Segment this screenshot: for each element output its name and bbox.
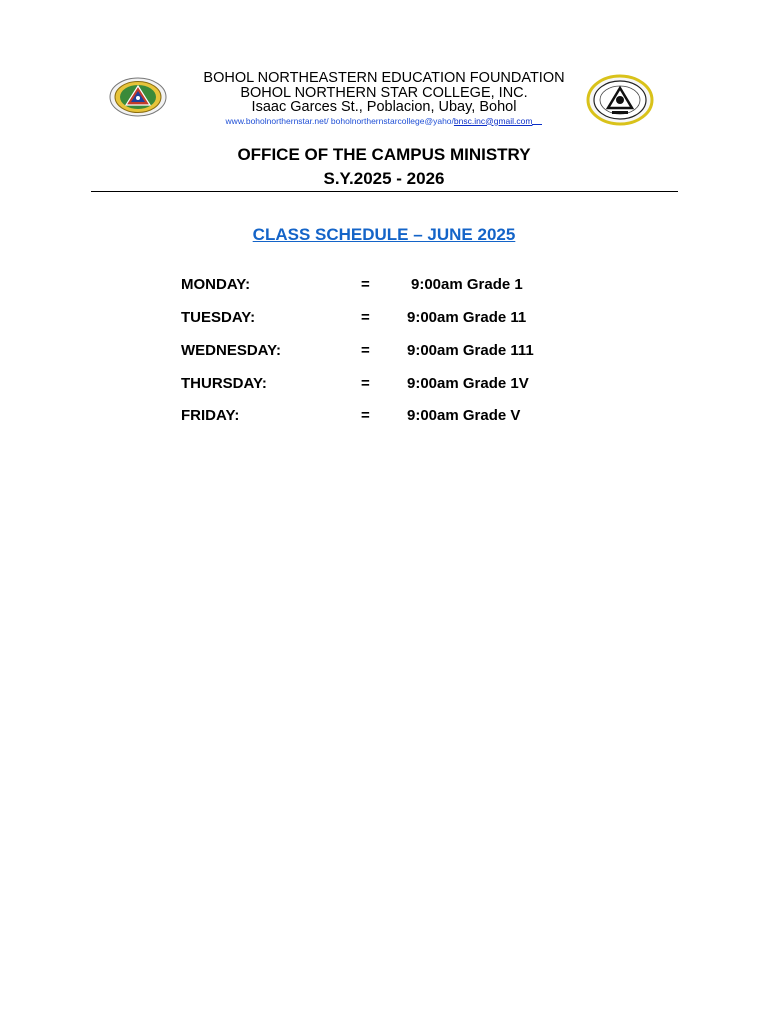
schedule-row	[0, 342, 768, 362]
schedule-row	[0, 309, 768, 329]
schedule-day: FRIDAY:	[181, 407, 240, 424]
college-name: BOHOL NORTHERN STAR COLLEGE, INC.	[240, 84, 528, 101]
contact-links	[190, 115, 578, 128]
schedule-time: 9:00am Grade 1V	[407, 375, 529, 392]
schedule-time: 9:00am Grade 11	[407, 309, 527, 326]
college-seal-logo	[586, 74, 654, 126]
schedule-row	[0, 407, 768, 427]
foundation-name: BOHOL NORTHEASTERN EDUCATION FOUNDATION	[203, 70, 565, 86]
email-link[interactable]: bnsc.inc@gmail.com	[453, 115, 533, 126]
header-divider	[91, 191, 678, 192]
schedule-day: MONDAY:	[181, 276, 251, 293]
schedule-time: 9:00am Grade V	[407, 407, 521, 424]
college-address: Isaac Garces St., Poblacion, Ubay, Bohol	[251, 99, 517, 115]
schedule-separator: =	[361, 375, 370, 392]
schedule-day: TUESDAY:	[181, 309, 256, 326]
schedule-time: 9:00am Grade 111	[407, 342, 534, 359]
link-underline	[532, 124, 542, 125]
schedule-row	[0, 375, 768, 395]
schedule-day: WEDNESDAY:	[181, 342, 282, 359]
schedule-day: THURSDAY:	[181, 375, 267, 392]
schedule-separator: =	[361, 342, 370, 359]
schedule-separator: =	[361, 309, 370, 326]
school-year: S.Y.2025 - 2026	[323, 169, 445, 188]
schedule-separator: =	[361, 407, 370, 424]
schedule-title: CLASS SCHEDULE – JUNE 2025	[252, 225, 516, 244]
schedule-row	[0, 276, 768, 296]
letterhead	[190, 71, 578, 128]
schedule-separator: =	[361, 276, 370, 293]
school-seal-logo	[108, 76, 168, 118]
website-link[interactable]: www.boholnorthernstar.net/ boholnorthernstarcollege@yaho/	[225, 115, 454, 126]
office-title: OFFICE OF THE CAMPUS MINISTRY	[237, 145, 531, 164]
schedule-time: 9:00am Grade 1	[411, 276, 523, 293]
